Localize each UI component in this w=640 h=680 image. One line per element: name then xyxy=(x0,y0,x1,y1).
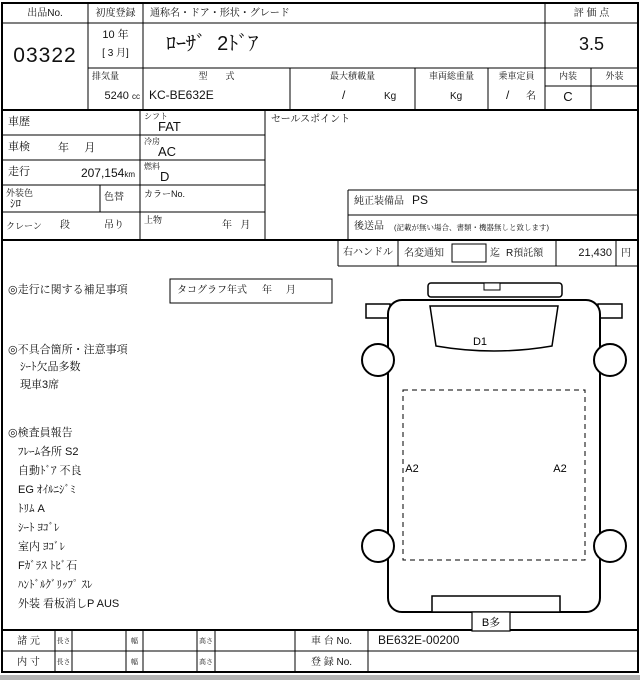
fuel-label: 燃料 xyxy=(144,162,160,171)
chassis-no-label: 車 台 No. xyxy=(310,636,353,647)
inspection-value: 年 月 xyxy=(58,142,96,154)
deposit-value: 21,430 xyxy=(578,247,612,259)
model-value: KC-BE632E xyxy=(149,88,214,102)
exterior-color-value: ｼﾛ xyxy=(10,198,21,210)
displacement-unit: cc xyxy=(132,92,140,101)
length-label: 長さ xyxy=(56,638,71,645)
exterior-color-label: 外装色 xyxy=(6,188,34,198)
max-load-unit: Kg xyxy=(384,91,397,102)
mileage-value xyxy=(38,167,135,181)
capacity-label: 乗車定員 xyxy=(498,71,535,81)
history-label: 車歴 xyxy=(8,116,30,128)
gross-weight-label: 車両総重量 xyxy=(428,71,474,81)
inspector-item: EG ｵｲﾙﾆｼﾞﾐ xyxy=(18,484,76,496)
defect-title: ◎不具合箇所・注意事項 xyxy=(8,344,128,356)
inspector-title: ◎検査員報告 xyxy=(8,427,73,439)
oem-equipment-value: PS xyxy=(412,193,429,207)
displacement-label: 排気量 xyxy=(92,71,120,81)
shift-value: FAT xyxy=(158,119,181,134)
front-right-wheel xyxy=(594,344,626,376)
first-registration-month: [ 3 月] xyxy=(102,48,129,59)
inspector-item: ｼｰﾄ ﾖｺﾞﾚ xyxy=(18,522,60,534)
interior-label: 内装 xyxy=(558,71,577,81)
diagram-front-grade: D1 xyxy=(472,336,488,348)
capacity-slash: / xyxy=(506,88,510,102)
crane-label: クレーン xyxy=(6,221,42,231)
inner-dim-label: 内 寸 xyxy=(17,657,40,668)
later-items-label: 後送品 xyxy=(354,221,384,232)
diagram-right-grade: A2 xyxy=(553,463,567,475)
length-label: 長さ xyxy=(56,659,71,666)
fuel-value: D xyxy=(160,169,170,184)
deposit-label: R預託額 xyxy=(506,248,544,259)
crane-step-label: 段 xyxy=(60,220,70,231)
interior-grade-value: C xyxy=(563,89,573,104)
diagram-left-grade: A2 xyxy=(405,463,419,475)
rear-bumper xyxy=(432,596,560,612)
vehicle-name-label: 通称名・ドア・形状・グレード xyxy=(150,8,290,19)
first-registration-label: 初度登録 xyxy=(95,8,136,19)
right-mirror xyxy=(598,304,622,318)
later-items-note: (記載が無い場合、書類・機器無しと致します) xyxy=(394,223,549,232)
score-value: 3.5 xyxy=(578,34,605,54)
max-load-label: 最大積載量 xyxy=(329,71,375,81)
rear-right-wheel xyxy=(594,530,626,562)
diagram-rear-grade: B多 xyxy=(481,617,501,629)
exhibit-no-value: 03322 xyxy=(13,44,77,67)
yen-label: 円 xyxy=(621,248,631,259)
until-label: 迄 xyxy=(490,248,500,259)
inspector-item: ﾊﾝﾄﾞﾙｸﾞﾘｯﾌﾟ ｽﾚ xyxy=(18,579,93,591)
model-label: 型 式 xyxy=(198,71,235,81)
crane-hang-label: 吊り xyxy=(104,220,124,231)
inspector-item: 自動ﾄﾞｱ 不良 xyxy=(18,465,82,477)
max-load-slash: / xyxy=(342,88,346,102)
capacity-unit: 名 xyxy=(526,91,536,102)
defect-item: 現車3席 xyxy=(20,379,60,391)
width-label: 幅 xyxy=(131,638,138,645)
inspector-item: ﾄﾘﾑ A xyxy=(18,503,45,515)
gross-weight-unit: Kg xyxy=(450,91,463,102)
color-change-label: 色替 xyxy=(104,192,124,203)
oem-equipment-label: 純正装備品 xyxy=(354,196,404,207)
chassis-no-value: BE632E-00200 xyxy=(378,633,460,647)
inspector-item: Fｶﾞﾗｽ ﾄﾋﾞ石 xyxy=(18,560,78,572)
width-label: 幅 xyxy=(131,659,138,666)
height-label: 高さ xyxy=(199,638,213,645)
handle-label: 右ハンドル xyxy=(343,247,393,258)
front-left-wheel xyxy=(362,344,394,376)
spec-label: 諸 元 xyxy=(17,636,40,647)
name-change-label: 名変通知 xyxy=(404,248,444,259)
displacement-value xyxy=(88,90,140,103)
displacement-number: 5240 xyxy=(104,90,129,102)
inspector-item: 外装 看板消しP AUS xyxy=(18,598,120,610)
inspection-label: 車検 xyxy=(8,141,30,153)
mileage-note-title: ◎走行に関する補足事項 xyxy=(8,284,128,296)
front-plate xyxy=(484,283,500,290)
upper-body-label: 上物 xyxy=(144,215,163,225)
ac-label: 冷房 xyxy=(144,137,160,146)
exhibit-no-label: 出品No. xyxy=(27,8,63,19)
body-outline xyxy=(388,300,600,612)
upper-body-value: 年 月 xyxy=(222,220,251,231)
inspector-item: 室内 ﾖｺﾞﾚ xyxy=(18,541,66,553)
first-registration-year: 10 年 xyxy=(102,29,129,41)
height-label: 高さ xyxy=(199,659,213,666)
mileage-number: 207,154 xyxy=(80,166,125,180)
score-label: 評 価 点 xyxy=(573,8,610,19)
tachograph-label: タコグラフ年式 xyxy=(177,285,247,296)
left-mirror xyxy=(366,304,390,318)
vehicle-diagram xyxy=(350,268,638,632)
defect-item: ｼｰﾄ欠品多数 xyxy=(20,361,81,373)
mileage-label: 走行 xyxy=(8,166,30,178)
tachograph-value: 年 月 xyxy=(262,285,296,296)
ac-value: AC xyxy=(158,144,177,159)
mileage-unit: km xyxy=(124,170,135,179)
sales-point-label: セールスポイント xyxy=(271,114,351,125)
color-no-label: カラーNo. xyxy=(144,189,186,199)
exterior-label: 外装 xyxy=(605,71,624,81)
shift-label: シフト xyxy=(144,112,168,121)
registration-no-label: 登 録 No. xyxy=(310,657,353,668)
rear-left-wheel xyxy=(362,530,394,562)
scan-edge xyxy=(0,675,640,680)
inspector-item: ﾌﾚｰﾑ各所 S2 xyxy=(18,446,79,458)
vehicle-name-value: ﾛｰｻﾞ 2ﾄﾞｱ xyxy=(166,33,259,55)
